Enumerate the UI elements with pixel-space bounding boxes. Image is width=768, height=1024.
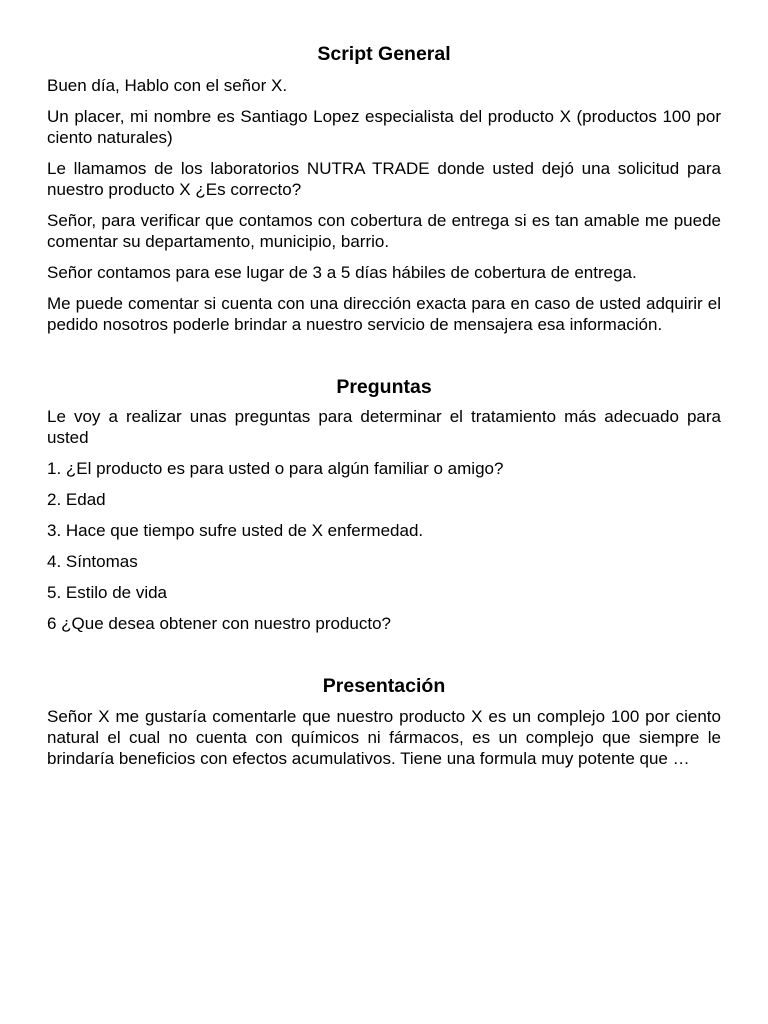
questions-intro: Le voy a realizar unas preguntas para determinar el tratamiento más adecuado para usted — [47, 407, 721, 447]
laboratory-paragraph: Le llamamos de los laboratorios NUTRA TRADE donde usted dejó una solicitud para nuestro producto X ¿Es correcto? — [47, 159, 721, 199]
question-item: 5. Estilo de vida — [47, 583, 168, 602]
introduction-paragraph: Un placer, mi nombre es Santiago Lopez especialista del producto X (productos 100 por ciento naturales) — [47, 107, 721, 147]
question-item: 4. Síntomas — [47, 552, 138, 571]
section-preguntas — [47, 375, 721, 634]
question-item: 1. ¿El producto es para usted o para algún familiar o amigo? — [47, 459, 504, 478]
delivery-time-paragraph: Señor contamos para ese lugar de 3 a 5 días hábiles de cobertura de entrega. — [47, 263, 637, 282]
question-item: 2. Edad — [47, 490, 106, 509]
section-spacer — [47, 644, 721, 674]
greeting-paragraph: Buen día, Hablo con el señor X. — [47, 76, 288, 95]
document-page — [47, 42, 721, 779]
section-spacer — [47, 345, 721, 375]
presentation-paragraph: Señor X me gustaría comentarle que nuestro producto X es un complejo 100 por ciento natural el cual no cuenta con químicos ni fármacos, es un complejo que siempre le brindaría beneficios con efectos acumulativos. Tiene una formula muy potente que … — [47, 707, 721, 768]
address-paragraph: Me puede comentar si cuenta con una dirección exacta para en caso de usted adquirir el pedido nosotros poderle brindar a nuestro servicio de mensajera esa información. — [47, 294, 721, 334]
section-presentacion — [47, 674, 721, 769]
question-item: 6 ¿Que desea obtener con nuestro producto? — [47, 614, 392, 633]
question-item: 3. Hace que tiempo sufre usted de X enfermedad. — [47, 521, 424, 540]
section-title-presentacion: Presentación — [322, 675, 446, 697]
coverage-question-paragraph: Señor, para verificar que contamos con cobertura de entrega si es tan amable me puede comentar su departamento, municipio, barrio. — [47, 211, 721, 251]
section-title-preguntas: Preguntas — [336, 376, 432, 398]
section-title-script-general: Script General — [317, 43, 451, 65]
section-script-general — [47, 42, 721, 335]
